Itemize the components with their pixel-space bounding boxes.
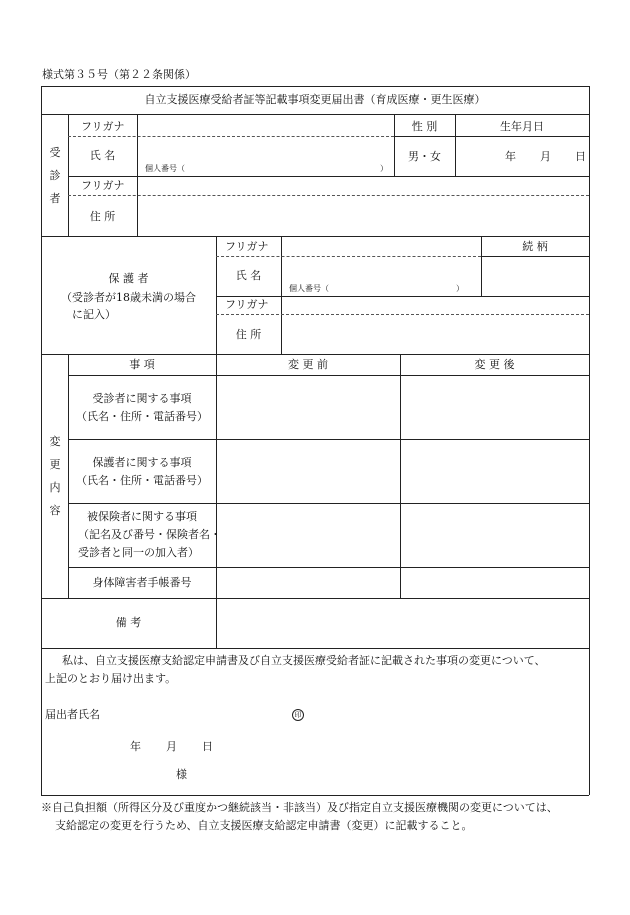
changes-section-label: 変更内容 bbox=[49, 435, 61, 517]
change-row-patient-line1: 受診者に関する事項 bbox=[92, 392, 192, 405]
guardian-furigana-dash bbox=[216, 256, 481, 257]
rule-title-bottom bbox=[41, 114, 589, 115]
change-row-patient-line2: （氏名・住所・電話番号） bbox=[76, 410, 208, 423]
patient-furigana-field[interactable] bbox=[140, 117, 390, 133]
guardian-furigana2-dash bbox=[216, 314, 589, 315]
date-day-unit: 日 bbox=[202, 740, 213, 753]
changes-col-before: 変 更 前 bbox=[288, 358, 328, 371]
patient-address-label: 住 所 bbox=[89, 210, 116, 223]
birth-year-unit: 年 bbox=[505, 150, 516, 163]
rule-patient-bottom bbox=[41, 236, 589, 237]
addressee-field[interactable] bbox=[60, 765, 170, 783]
guardian-name-label: 氏 名 bbox=[235, 269, 262, 282]
patient-sex-label: 性 別 bbox=[411, 120, 438, 133]
guardian-relationship-header-rule bbox=[481, 256, 589, 257]
form-title: 自立支援医療受給者証等記載事項変更届出書（育成医療・更生医療） bbox=[144, 93, 486, 106]
date-month-unit: 月 bbox=[166, 740, 177, 753]
patient-name-bottom bbox=[68, 176, 589, 177]
guardian-note-line1: （受診者が18歳未満の場合 bbox=[61, 291, 196, 304]
guardian-furigana2-label: フリガナ bbox=[225, 298, 269, 311]
rule-remarks-bottom bbox=[41, 648, 589, 649]
changes-col-item: 事 項 bbox=[129, 358, 155, 371]
patient-sex-options[interactable]: 男・女 bbox=[408, 150, 441, 163]
date-year-unit: 年 bbox=[130, 740, 141, 753]
change-row-guardian-line2: （氏名・住所・電話番号） bbox=[76, 474, 208, 487]
patient-furigana2-dash bbox=[68, 195, 589, 196]
birth-day-unit: 日 bbox=[575, 150, 586, 163]
changes-row2-rule bbox=[68, 503, 589, 504]
guardian-furigana-field[interactable] bbox=[284, 239, 474, 254]
guardian-name-field[interactable] bbox=[284, 259, 474, 279]
guardian-relationship-label: 続 柄 bbox=[522, 240, 548, 253]
guardian-name-bottom bbox=[216, 296, 589, 297]
change-guardian-after-field[interactable] bbox=[403, 442, 586, 500]
change-handbook-after-field[interactable] bbox=[403, 570, 586, 595]
guardian-relationship-field[interactable] bbox=[484, 259, 586, 293]
patient-individual-number-close: ） bbox=[380, 164, 388, 173]
frame-top bbox=[41, 86, 589, 87]
changes-row3-rule bbox=[68, 567, 589, 568]
guardian-field-divider bbox=[281, 236, 282, 354]
footnote-line2: 支給認定の変更を行うため、自立支援医療支給認定申請書（変更）に記載すること。 bbox=[55, 819, 473, 832]
applicant-name-field[interactable] bbox=[110, 705, 285, 723]
patient-furigana-dash bbox=[68, 136, 394, 137]
change-patient-after-field[interactable] bbox=[403, 378, 586, 436]
patient-name-field[interactable] bbox=[185, 140, 375, 172]
guardian-note-line2: に記入） bbox=[72, 308, 116, 321]
change-insured-after-field[interactable] bbox=[403, 506, 586, 564]
changes-col-after: 変 更 後 bbox=[474, 358, 515, 371]
change-row-insured-line1: 被保険者に関する事項 bbox=[87, 510, 197, 523]
declaration-line1: 私は、自立支援医療支給認定申請書及び自立支援医療受給者証に記載された事項の変更について、 bbox=[62, 654, 546, 667]
patient-sex-header-rule bbox=[394, 136, 589, 137]
guardian-label: 保 護 者 bbox=[108, 272, 149, 285]
change-row-guardian-line1: 保護者に関する事項 bbox=[92, 456, 192, 469]
patient-birthdate-label: 生年月日 bbox=[500, 120, 544, 133]
change-patient-before-field[interactable] bbox=[219, 378, 397, 436]
change-row-insured-line3: 受診者と同一の加入者） bbox=[78, 546, 199, 559]
seal-mark: 印 bbox=[292, 709, 304, 721]
patient-furigana-label: フリガナ bbox=[81, 120, 125, 133]
guardian-address-field[interactable] bbox=[284, 317, 584, 351]
guardian-address-label: 住 所 bbox=[235, 328, 262, 341]
applicant-name-label: 届出者氏名 bbox=[45, 708, 100, 721]
rule-guardian-bottom bbox=[41, 354, 589, 355]
patient-address-field[interactable] bbox=[140, 198, 585, 233]
patient-individual-number-label: 個人番号（ bbox=[145, 164, 185, 173]
guardian-furigana-label: フリガナ bbox=[225, 240, 269, 253]
change-handbook-before-field[interactable] bbox=[219, 570, 397, 595]
patient-section-label: 受診者 bbox=[49, 146, 61, 205]
remarks-label: 備 考 bbox=[115, 616, 142, 629]
remarks-field[interactable] bbox=[219, 601, 586, 645]
change-row-handbook: 身体障害者手帳番号 bbox=[92, 576, 192, 589]
changes-item-divider bbox=[216, 354, 217, 648]
changes-before-after-divider bbox=[400, 354, 401, 598]
frame-right bbox=[589, 86, 590, 795]
patient-name-label: 氏 名 bbox=[89, 149, 116, 162]
patient-field-divider bbox=[137, 114, 138, 236]
footnote-line1: ※自己負担額（所得区分及び重度かつ継続該当・非該当）及び指定自立支援医療機関の変更については、 bbox=[41, 801, 558, 814]
addressee-suffix: 様 bbox=[176, 768, 187, 781]
change-guardian-before-field[interactable] bbox=[219, 442, 397, 500]
guardian-individual-number-close: ） bbox=[456, 284, 464, 293]
rule-changes-bottom bbox=[41, 598, 589, 599]
declaration-line2: 上記のとおり届け出ます。 bbox=[45, 672, 177, 685]
birth-month-unit: 月 bbox=[540, 150, 551, 163]
form-number: 様式第３５号（第２２条関係） bbox=[42, 68, 196, 81]
changes-row1-rule bbox=[68, 439, 589, 440]
change-insured-before-field[interactable] bbox=[219, 506, 397, 564]
patient-furigana2-label: フリガナ bbox=[81, 179, 125, 192]
change-row-insured-line2: （記名及び番号・保険者名・ bbox=[78, 528, 221, 541]
guardian-individual-number-label: 個人番号（ bbox=[289, 284, 329, 293]
frame-left bbox=[41, 86, 42, 795]
frame-bottom bbox=[41, 795, 589, 796]
changes-header-rule bbox=[68, 375, 589, 376]
